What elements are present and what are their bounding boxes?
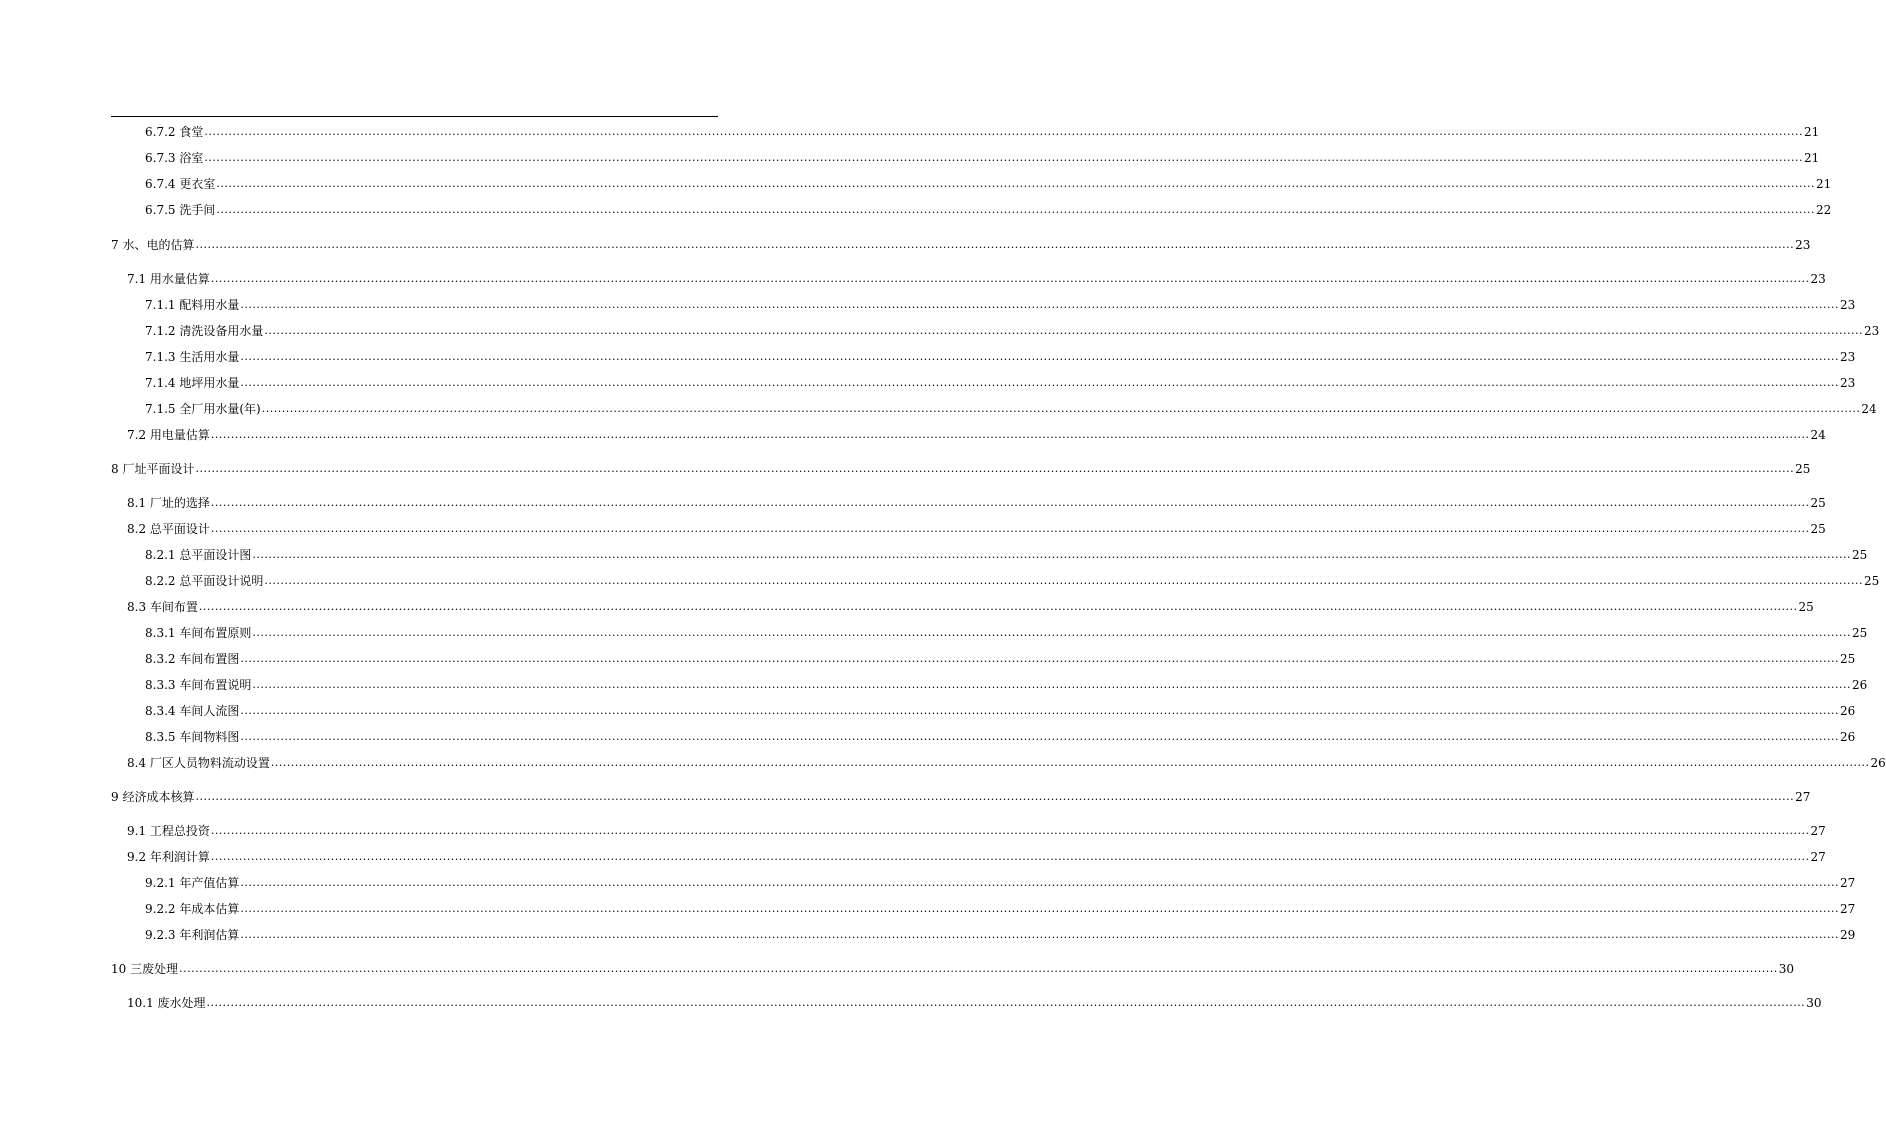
toc-entry-page: 25 xyxy=(1798,600,1814,614)
toc-entry-label: 6.7.3 浴室 xyxy=(145,151,204,165)
toc-entry[interactable] xyxy=(145,398,1877,416)
toc-entry-page: 23 xyxy=(1864,324,1880,338)
toc-entry-label: 9.2.2 年成本估算 xyxy=(145,902,240,916)
toc-entry-label: 7.2 用电量估算 xyxy=(127,428,210,442)
toc-entry-page: 25 xyxy=(1810,496,1826,510)
toc-entry-label: 6.7.4 更衣室 xyxy=(145,177,216,191)
toc-leader-dots: ................................................................................................................................................................................................................................................................................................................................................................................................................ xyxy=(252,678,1851,691)
toc-entry[interactable] xyxy=(145,199,1832,217)
toc-entry-label: 9.2 年利润计算 xyxy=(127,850,210,864)
toc-entry-label: 10.1 废水处理 xyxy=(127,996,206,1010)
toc-entry-page: 30 xyxy=(1778,962,1795,976)
toc-entry-page: 24 xyxy=(1810,428,1826,442)
toc-leader-dots: ................................................................................................................................................................................................................................................................................................................................................................................................................ xyxy=(240,298,1839,311)
toc-leader-dots: ................................................................................................................................................................................................................................................................................................................................................................................................................ xyxy=(195,462,1795,475)
toc-entry-page: 21 xyxy=(1804,151,1820,165)
toc-entry-page: 22 xyxy=(1816,203,1832,217)
toc-entry-page: 27 xyxy=(1840,876,1856,890)
toc-entry[interactable] xyxy=(111,458,1811,476)
toc-entry-page: 24 xyxy=(1861,402,1877,416)
toc-entry-page: 23 xyxy=(1840,298,1856,312)
toc-leader-dots: ................................................................................................................................................................................................................................................................................................................................................................................................................ xyxy=(261,402,1861,415)
toc-leader-dots: ................................................................................................................................................................................................................................................................................................................................................................................................................ xyxy=(252,548,1851,561)
toc-entry-page: 23 xyxy=(1840,350,1856,364)
toc-entry-label: 8.3.2 车间布置图 xyxy=(145,652,240,666)
toc-entry-label: 8.4 厂区人员物料流动设置 xyxy=(127,756,270,770)
toc-leader-dots: ................................................................................................................................................................................................................................................................................................................................................................................................................ xyxy=(204,125,1803,138)
toc-entry-label: 7.1.1 配料用水量 xyxy=(145,298,240,312)
toc-entry-label: 6.7.5 洗手间 xyxy=(145,203,216,217)
toc-entry[interactable] xyxy=(127,518,1826,536)
toc-leader-dots: ................................................................................................................................................................................................................................................................................................................................................................................................................ xyxy=(240,928,1839,941)
toc-entry-label: 8 厂址平面设计 xyxy=(111,462,195,476)
toc-leader-dots: ................................................................................................................................................................................................................................................................................................................................................................................................................ xyxy=(210,824,1810,837)
toc-entry[interactable] xyxy=(145,898,1856,916)
toc-entry-label: 7.1.3 生活用水量 xyxy=(145,350,240,364)
toc-entry[interactable] xyxy=(127,820,1826,838)
toc-entry[interactable] xyxy=(145,121,1820,139)
toc-entry[interactable] xyxy=(111,786,1811,804)
toc-entry-label: 8.2 总平面设计 xyxy=(127,522,210,536)
toc-entry-label: 9 经济成本核算 xyxy=(111,790,195,804)
toc-leader-dots: ................................................................................................................................................................................................................................................................................................................................................................................................................ xyxy=(252,626,1851,639)
toc-entry-label: 7.1.5 全厂用水量(年) xyxy=(145,402,261,416)
toc-entry-page: 25 xyxy=(1810,522,1826,536)
toc-entry-label: 7 水、电的估算 xyxy=(111,238,195,252)
toc-entry-label: 8.2.2 总平面设计说明 xyxy=(145,574,264,588)
toc-entry-label: 8.1 厂址的选择 xyxy=(127,496,210,510)
toc-entry-label: 7.1.2 清洗设备用水量 xyxy=(145,324,264,338)
toc-leader-dots: ................................................................................................................................................................................................................................................................................................................................................................................................................ xyxy=(195,790,1795,803)
toc-entry[interactable] xyxy=(145,147,1820,165)
toc-entry-label: 9.2.3 年利润估算 xyxy=(145,928,240,942)
toc-entry-label: 8.3.4 车间人流图 xyxy=(145,704,240,718)
toc-entry[interactable] xyxy=(145,700,1856,718)
toc-entry-page: 27 xyxy=(1795,790,1811,804)
toc-leader-dots: ................................................................................................................................................................................................................................................................................................................................................................................................................ xyxy=(210,428,1810,441)
toc-entry[interactable] xyxy=(127,268,1826,286)
toc-entry[interactable] xyxy=(145,294,1856,312)
toc-entry-page: 25 xyxy=(1852,626,1868,640)
toc-entry[interactable] xyxy=(145,648,1856,666)
toc-entry-page: 27 xyxy=(1810,850,1826,864)
toc-leader-dots: ................................................................................................................................................................................................................................................................................................................................................................................................................ xyxy=(210,272,1810,285)
toc-entry-page: 25 xyxy=(1795,462,1811,476)
toc-entry-label: 8.3.1 车间布置原则 xyxy=(145,626,252,640)
toc-entry-label: 8.3.5 车间物料图 xyxy=(145,730,240,744)
toc-leader-dots: ................................................................................................................................................................................................................................................................................................................................................................................................................ xyxy=(195,238,1795,251)
toc-entry-page: 26 xyxy=(1852,678,1868,692)
toc-leader-dots: ................................................................................................................................................................................................................................................................................................................................................................................................................ xyxy=(206,996,1806,1009)
toc-entry-label: 7.1.4 地坪用水量 xyxy=(145,376,240,390)
toc-entry[interactable] xyxy=(127,424,1826,442)
toc-leader-dots: ................................................................................................................................................................................................................................................................................................................................................................................................................ xyxy=(216,203,1815,216)
toc-leader-dots: ................................................................................................................................................................................................................................................................................................................................................................................................................ xyxy=(210,522,1810,535)
toc-leader-dots: ................................................................................................................................................................................................................................................................................................................................................................................................................ xyxy=(240,730,1839,743)
toc-leader-dots: ................................................................................................................................................................................................................................................................................................................................................................................................................ xyxy=(264,574,1863,587)
toc-entry-label: 7.1 用水量估算 xyxy=(127,272,210,286)
toc-leader-dots: ................................................................................................................................................................................................................................................................................................................................................................................................................ xyxy=(240,902,1839,915)
toc-entry[interactable] xyxy=(127,596,1814,614)
toc-leader-dots: ................................................................................................................................................................................................................................................................................................................................................................................................................ xyxy=(240,350,1839,363)
toc-entry-label: 8.3 车间布置 xyxy=(127,600,198,614)
toc-entry[interactable] xyxy=(111,958,1795,976)
toc-entry[interactable] xyxy=(145,924,1856,942)
toc-entry[interactable] xyxy=(145,622,1868,640)
toc-entry[interactable] xyxy=(145,544,1868,562)
toc-leader-dots: ................................................................................................................................................................................................................................................................................................................................................................................................................ xyxy=(240,376,1839,389)
toc-entry-page: 26 xyxy=(1870,756,1886,770)
toc-leader-dots: ................................................................................................................................................................................................................................................................................................................................................................................................................ xyxy=(240,652,1839,665)
toc-entry[interactable] xyxy=(145,570,1880,588)
toc-entry[interactable] xyxy=(145,872,1856,890)
toc-entry-page: 25 xyxy=(1852,548,1868,562)
toc-entry-page: 25 xyxy=(1864,574,1880,588)
toc-leader-dots: ................................................................................................................................................................................................................................................................................................................................................................................................................ xyxy=(198,600,1798,613)
toc-entry[interactable] xyxy=(145,346,1856,364)
toc-entry-label: 8.3.3 车间布置说明 xyxy=(145,678,252,692)
toc-entry-page: 25 xyxy=(1840,652,1856,666)
toc-leader-dots: ................................................................................................................................................................................................................................................................................................................................................................................................................ xyxy=(264,324,1863,337)
toc-entry-label: 10 三废处理 xyxy=(111,962,179,976)
toc-entry[interactable] xyxy=(145,173,1832,191)
toc-entry-page: 30 xyxy=(1806,996,1822,1010)
toc-leader-dots: ................................................................................................................................................................................................................................................................................................................................................................................................................ xyxy=(179,962,1778,975)
toc-entry[interactable] xyxy=(145,372,1856,390)
toc-entry[interactable] xyxy=(127,492,1826,510)
toc-entry[interactable] xyxy=(145,674,1868,692)
toc-entry-page: 27 xyxy=(1810,824,1826,838)
toc-entry-page: 26 xyxy=(1840,704,1856,718)
toc-entry-page: 23 xyxy=(1840,376,1856,390)
toc-entry-label: 8.2.1 总平面设计图 xyxy=(145,548,252,562)
toc-entry-page: 26 xyxy=(1840,730,1856,744)
toc-entry-page: 21 xyxy=(1816,177,1832,191)
toc-entry-label: 6.7.2 食堂 xyxy=(145,125,204,139)
toc-entry-page: 23 xyxy=(1795,238,1811,252)
toc-entry[interactable] xyxy=(145,320,1880,338)
toc-leader-dots: ................................................................................................................................................................................................................................................................................................................................................................................................................ xyxy=(270,756,1870,769)
toc-entry-page: 29 xyxy=(1840,928,1856,942)
toc-entry-label: 9.1 工程总投资 xyxy=(127,824,210,838)
toc-entry[interactable] xyxy=(127,846,1826,864)
toc-leader-dots: ................................................................................................................................................................................................................................................................................................................................................................................................................ xyxy=(210,850,1810,863)
toc-leader-dots: ................................................................................................................................................................................................................................................................................................................................................................................................................ xyxy=(216,177,1815,190)
toc-entry[interactable] xyxy=(127,752,1886,770)
header-rule xyxy=(111,116,718,117)
toc-leader-dots: ................................................................................................................................................................................................................................................................................................................................................................................................................ xyxy=(240,704,1839,717)
toc-leader-dots: ................................................................................................................................................................................................................................................................................................................................................................................................................ xyxy=(240,876,1839,889)
toc-leader-dots: ................................................................................................................................................................................................................................................................................................................................................................................................................ xyxy=(210,496,1810,509)
toc-leader-dots: ................................................................................................................................................................................................................................................................................................................................................................................................................ xyxy=(204,151,1803,164)
toc-entry-page: 23 xyxy=(1810,272,1826,286)
toc-entry[interactable] xyxy=(145,726,1856,744)
toc-entry[interactable] xyxy=(111,234,1811,252)
toc-entry-page: 21 xyxy=(1804,125,1820,139)
toc-entry[interactable] xyxy=(127,992,1822,1010)
toc-entry-label: 9.2.1 年产值估算 xyxy=(145,876,240,890)
toc-entry-page: 27 xyxy=(1840,902,1856,916)
